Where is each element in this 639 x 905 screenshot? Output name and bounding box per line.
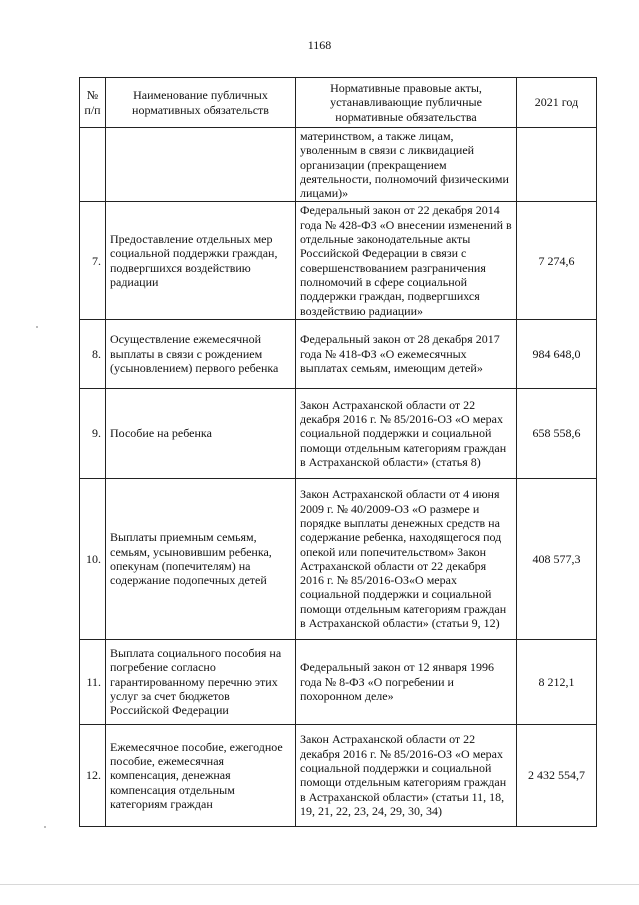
row-name: Осуществление ежемесячной выплаты в связи с рождением (усыновлением) первого ребенка (106, 319, 296, 388)
row-amount: 7 274,6 (517, 202, 597, 319)
scan-artifact (36, 326, 38, 328)
row-amount (517, 128, 597, 202)
row-amount: 2 432 554,7 (517, 724, 597, 826)
row-amount: 408 577,3 (517, 478, 597, 639)
header-name: Наименование публичных нормативных обязательств (106, 78, 296, 128)
row-num: 9. (80, 388, 106, 478)
row-name: Ежемесячное пособие, ежегодное пособие, ежемесячная компенсация, денежная компенсация отдельным категориям граждан (106, 724, 296, 826)
scan-edge-line (0, 884, 639, 885)
row-num (80, 128, 106, 202)
header-num: № п/п (80, 78, 106, 128)
header-law: Нормативные правовые акты, устанавливающие публичные нормативные обязательства (296, 78, 517, 128)
row-name: Предоставление отдельных мер социальной поддержки граждан, подвергшихся воздействию радиации (106, 202, 296, 319)
page-number: 1168 (307, 38, 332, 52)
table-row (80, 639, 597, 724)
row-law: Закон Астраханской области от 22 декабря 2016 г. № 85/2016-ОЗ «О мерах социальной поддержки и социальной помощи отдельным категориям граждан в Астраханской области» (статьи 11, 18, 19, 21, 22, 23, 24, 29, 30, 34) (296, 724, 517, 826)
obligations-table (79, 77, 597, 827)
scan-artifact (44, 826, 46, 828)
table-row (80, 319, 597, 388)
row-amount: 658 558,6 (517, 388, 597, 478)
table-row (80, 202, 597, 319)
row-law: Закон Астраханской области от 22 декабря 2016 г. № 85/2016-ОЗ «О мерах социальной поддержки и социальной помощи отдельным категориям граждан в Астраханской области» (статья 8) (296, 388, 517, 478)
table-row (80, 724, 597, 826)
table-header-row (80, 78, 597, 128)
row-num: 11. (80, 639, 106, 724)
row-law: Федеральный закон от 22 декабря 2014 года № 428-ФЗ «О внесении изменений в отдельные законодательные акты Российской Федерации в связи с совершенствованием разграничения полномочий в сфере социальной поддержки граждан, подвергшихся воздействию радиации» (296, 202, 517, 319)
row-amount: 984 648,0 (517, 319, 597, 388)
row-num: 12. (80, 724, 106, 826)
row-num: 10. (80, 478, 106, 639)
row-amount: 8 212,1 (517, 639, 597, 724)
row-law: Федеральный закон от 12 января 1996 года № 8-ФЗ «О погребении и похоронном деле» (296, 639, 517, 724)
table-row (80, 128, 597, 202)
row-name: Выплаты приемным семьям, семьям, усыновившим ребенка, опекунам (попечителям) на содержание подопечных детей (106, 478, 296, 639)
table-row (80, 478, 597, 639)
header-amount: 2021 год (517, 78, 597, 128)
row-num: 8. (80, 319, 106, 388)
row-name (106, 128, 296, 202)
row-law: Закон Астраханской области от 4 июня 2009 г. № 40/2009-ОЗ «О размере и порядке выплаты денежных средств на содержание ребенка, находящегося под опекой или попечительством» Закон Астраханской области от 22 декабря 2016 г. № 85/2016-ОЗ«О мерах социальной поддержки и социальной помощи отдельным категориям граждан в Астраханской области» (статьи 9, 12) (296, 478, 517, 639)
row-name: Пособие на ребенка (106, 388, 296, 478)
table-row (80, 388, 597, 478)
row-law: материнством, а также лицам, уволенным в связи с ликвидацией организации (прекращением деятельности, полномочий физическими лицами)» (296, 128, 517, 202)
row-name: Выплата социального пособия на погребение согласно гарантированному перечню этих услуг за счет бюджетов Российской Федерации (106, 639, 296, 724)
row-num: 7. (80, 202, 106, 319)
row-law: Федеральный закон от 28 декабря 2017 года № 418-ФЗ «О ежемесячных выплатах семьям, имеющим детей» (296, 319, 517, 388)
